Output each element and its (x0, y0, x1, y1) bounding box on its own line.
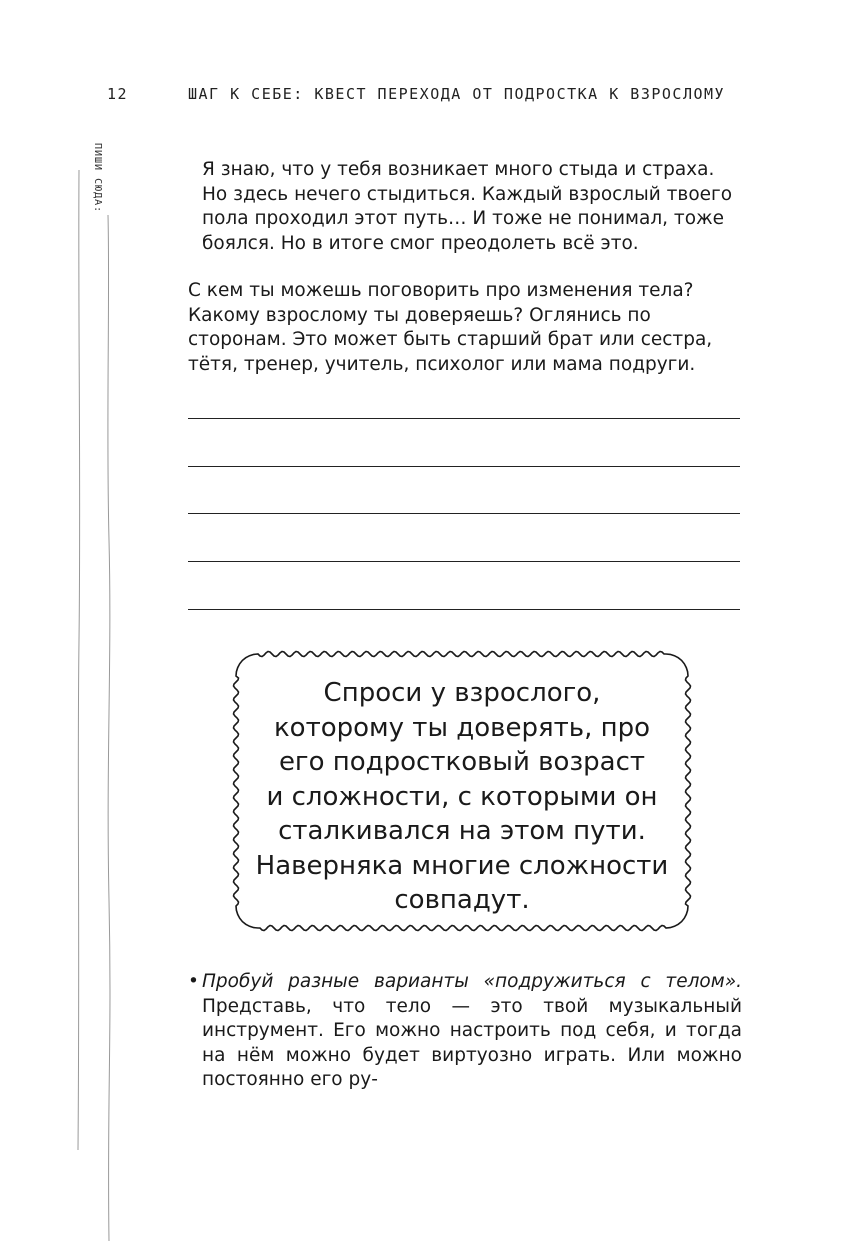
callout-line: Наверняка многие сложности (255, 850, 669, 881)
bullet-text (202, 970, 742, 1093)
answer-line[interactable] (188, 513, 740, 514)
callout-line: совпадут. (394, 885, 530, 915)
bullet-mark: • (188, 971, 199, 992)
callout-box (228, 646, 696, 936)
running-title: ШАГ К СЕБЕ: КВЕСТ ПЕРЕХОДА ОТ ПОДРОСТКА К ВЗРОСЛОМУ (188, 85, 726, 103)
answer-line[interactable] (188, 561, 740, 562)
callout-text (228, 676, 696, 918)
callout-line: и сложности, с которыми он (266, 781, 658, 812)
list-item (188, 970, 742, 1093)
page-number: 12 (107, 85, 129, 103)
callout-line: его подростковый возраст (278, 747, 646, 777)
callout-line: сталкивался на этом пути. (278, 816, 646, 846)
question-paragraph: С кем ты можешь поговорить про изменения тела? Какому взрослому ты доверяешь? Оглянись по сторонам. Это может быть старший брат или сестра, тётя, тренер, учитель, психолог или мама подруги. (188, 280, 713, 375)
answer-line[interactable] (188, 418, 740, 419)
bullet-lead: Пробуй разные варианты «подружиться с телом». (202, 971, 742, 992)
answer-line[interactable] (188, 609, 740, 610)
bullet-rest: Представь, что тело — это твой музыкальный инструмент. Его можно настроить под себя, и тогда на нём можно будет виртуозно играть. Или можно постоянно его ру- (202, 995, 742, 1090)
callout-line: Спроси у взрослого, (323, 678, 601, 708)
intro-paragraph: Я знаю, что у тебя возникает много стыда и страха. Но здесь нечего стыдиться. Каждый взрослый твоего пола проходил этот путь… И тоже не понимал, тоже боялся. Но в итоге смог преодолеть всё это. (202, 159, 733, 254)
answer-line[interactable] (188, 466, 740, 467)
margin-note: ПИШИ СЮДА: (92, 143, 103, 214)
callout-line: которому ты доверять, про (273, 712, 651, 743)
